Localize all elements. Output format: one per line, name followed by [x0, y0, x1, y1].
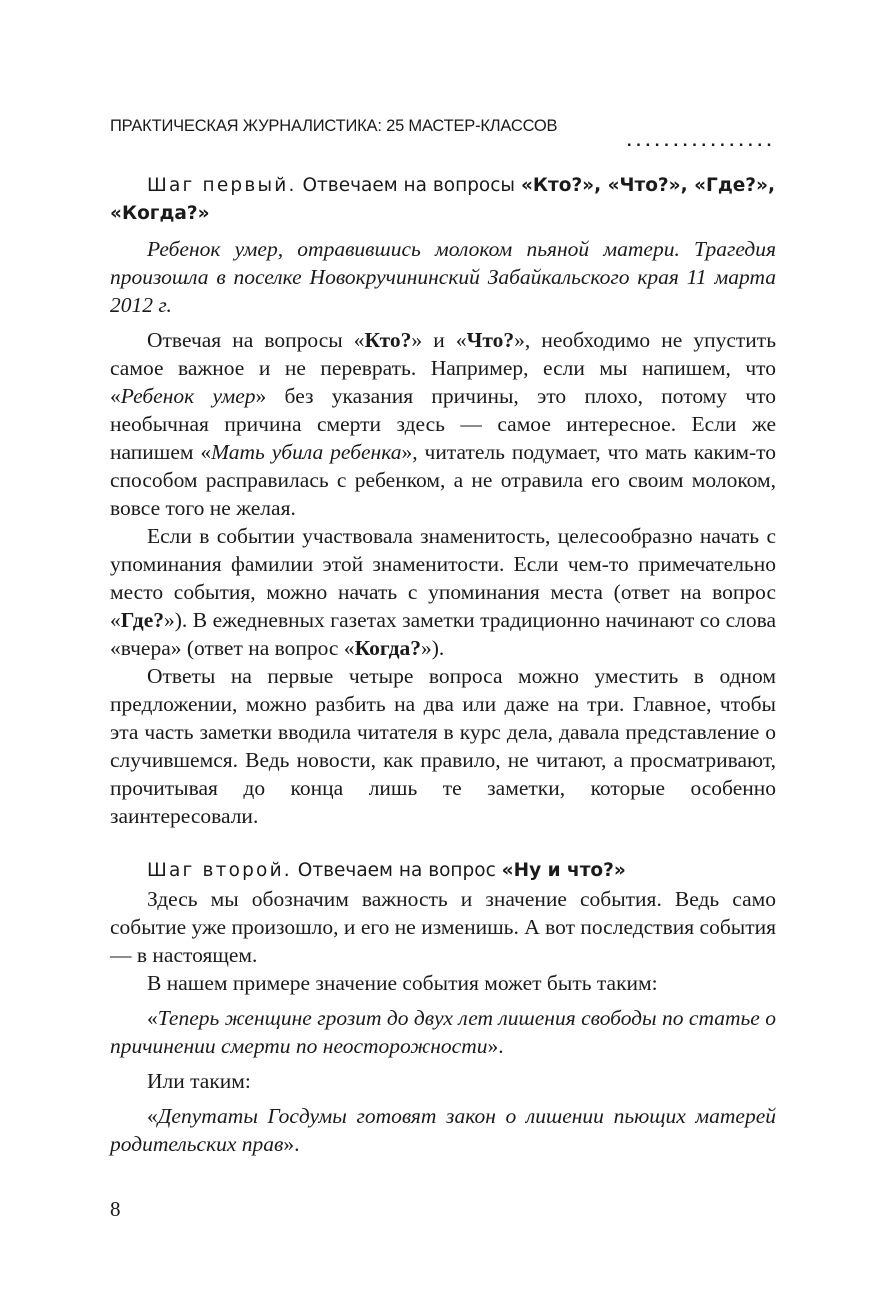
quote-mark: ». — [487, 1034, 504, 1058]
bold-when: Когда? — [354, 636, 421, 660]
running-head-dots: ................ — [626, 131, 776, 150]
italic-quote: Теперь женщине грозит до двух лет лишения свободы по статье о причинении смерти по неосторожности — [110, 1006, 776, 1058]
page-number: 8 — [110, 1197, 121, 1221]
paragraph-answers: Ответы на первые четыре вопроса можно уместить в одном предложении, можно разбить на два или даже на три. Главное, чтобы эта часть заметки вводила читателя в курс дела, давала представление о случившемся. Ведь новости, как правило, не читают, а просматривают, прочитывая до конца лишь те заметки, которые особенно заинтересовали. — [110, 664, 776, 828]
running-head — [110, 117, 776, 157]
step-label: Шаг второй. — [147, 860, 292, 881]
section-heading-step-one — [110, 172, 776, 228]
italic-quote: Мать убила ребенка — [211, 440, 402, 464]
heading-lead: Отвечаем на вопрос — [297, 860, 496, 881]
step-label: Шаг первый. — [147, 175, 297, 196]
paragraph-example-intro: В нашем примере значение события может быть таким: — [147, 971, 658, 995]
paragraph-or-such: Или таким: — [147, 1069, 251, 1093]
quote-mark: « — [147, 1006, 158, 1030]
text-run: »). В ежедневных газетах заметки традиционно начинают со слова «вчера» (ответ на вопрос « — [110, 608, 776, 660]
text-run: » и « — [411, 328, 467, 352]
text-run: Если в событии участвовала знаменитость, целесообразно начать с упоминания фамилии этой знаменитости. Если чем-то примечательно место события, можно начать с упоминания места (ответ на вопрос « — [110, 524, 776, 632]
running-head-title: ПРАКТИЧЕСКАЯ ЖУРНАЛИСТИКА: 25 МАСТЕР-КЛАССОВ — [110, 117, 558, 135]
heading-lead: Отвечаем на вопросы — [302, 175, 516, 196]
paragraph-importance: Здесь мы обозначим важность и значение события. Ведь само событие уже произошло, и его не изменишь. А вот последствия события — в настоящем. — [110, 887, 776, 967]
page-content — [110, 172, 776, 1158]
heading-questions: «Кто?», «Что?», «Где?», «Когда?» — [110, 175, 776, 224]
example-quote-one — [110, 1004, 776, 1060]
book-page — [110, 0, 776, 1300]
example-quote-two — [110, 1102, 776, 1158]
paragraph-celebrity — [110, 522, 776, 662]
italic-quote: Ребенок умер — [120, 384, 256, 408]
bold-what: Что? — [466, 328, 515, 352]
section-heading-step-two — [110, 857, 776, 885]
heading-question: «Ну и что?» — [501, 860, 626, 881]
bold-who: Кто? — [364, 328, 412, 352]
italic-quote: Депутаты Госдумы готовят закон о лишении пьющих матерей родительских прав — [110, 1104, 776, 1156]
text-run: », читатель подумает, что мать каким-то способом расправилась с ребенком, а не отравила его своим молоком, вовсе того не желая. — [110, 440, 777, 520]
text-run: »). — [420, 636, 445, 660]
quote-mark: ». — [283, 1132, 300, 1156]
bold-where: Где? — [120, 608, 164, 632]
example-paragraph: Ребенок умер, отравившись молоком пьяной матери. Трагедия произошла в поселке Новокручининский Забайкальского края 11 марта 2012 г. — [110, 237, 776, 317]
text-run: », необходимо не упустить самое важное и не переврать. Например, если мы напишем, что « — [110, 328, 776, 408]
quote-mark: « — [147, 1104, 158, 1128]
paragraph-who-what — [110, 326, 776, 522]
text-run: » без указания причины, это плохо, потому что необычная причина смерти здесь — самое интересное. Если же напишем « — [110, 384, 776, 464]
text-run: Отвечая на вопросы « — [147, 328, 365, 352]
